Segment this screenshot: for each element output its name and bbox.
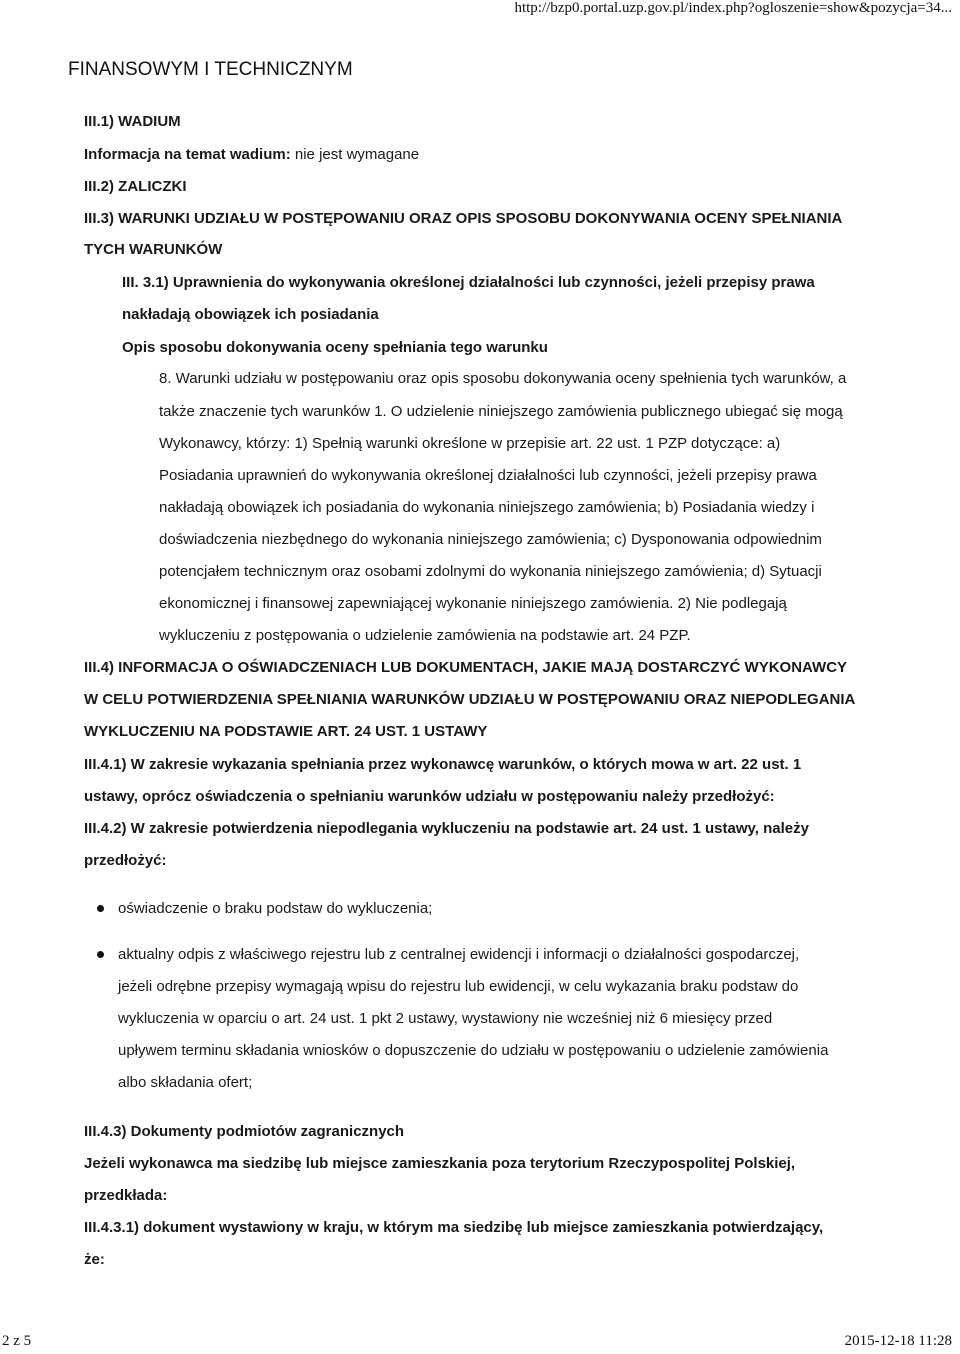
p441-line: III.4.1) W zakresie wykazania spełniania przez wykonawcę warunków, o których mowa w art. 22 ust. 1	[84, 756, 802, 773]
bullet-dot-icon	[97, 905, 104, 912]
opis-line: ekonomicznej i finansowej zapewniającej wykonanie niniejszego zamówienia. 2) Nie podlegają	[159, 595, 787, 612]
p442-line: przedłożyć:	[84, 852, 167, 869]
opis-line: 8. Warunki udziału w postępowaniu oraz opis sposobu dokonywania oceny spełnienia tych warunków, a	[159, 370, 847, 387]
opis-line: Posiadania uprawnień do wykonywania określonej działalności lub czynności, jeżeli przepisy prawa	[159, 467, 817, 484]
wadium-info	[84, 145, 419, 165]
opis-label: Opis sposobu dokonywania oceny spełniania tego warunku	[122, 339, 548, 356]
informacja-heading-line: WYKLUCZENIU NA PODSTAWIE ART. 24 UST. 1 USTAWY	[84, 723, 488, 740]
p443-text-line: przedkłada:	[84, 1187, 168, 1204]
p441-line: ustawy, oprócz oświadczenia o spełnianiu warunków udziału w postępowaniu należy przedłożyć:	[84, 788, 775, 805]
informacja-heading-line: III.4) INFORMACJA O OŚWIADCZENIACH LUB DOKUMENTACH, JAKIE MAJĄ DOSTARCZYĆ WYKONAWCY	[84, 659, 848, 676]
opis-line: Wykonawcy, którzy: 1) Spełnią warunki określone w przepisie art. 22 ust. 1 PZP dotyczące: a)	[159, 435, 781, 452]
bullet-dot-icon	[97, 951, 104, 958]
p4431-line: III.4.3.1) dokument wystawiony w kraju, w którym ma siedzibę lub miejsce zamieszkania potwierdzający,	[84, 1219, 824, 1236]
bullet-item-line: oświadczenie o braku podstaw do wykluczenia;	[118, 900, 433, 917]
opis-line: doświadczenia niezbędnego do wykonania niniejszego zamówienia; c) Dysponowania odpowiednim	[159, 531, 822, 548]
print-datetime: 2015-12-18 11:28	[844, 1333, 952, 1349]
page-counter: 2 z 5	[2, 1333, 32, 1349]
bullet-item-line: wykluczenia w oparciu o art. 24 ust. 1 pkt 2 ustawy, wystawiony nie wcześniej niż 6 miesięcy przed	[118, 1010, 773, 1027]
uprawnienia-line2: nakładają obowiązek ich posiadania	[122, 306, 379, 323]
section-title: FINANSOWYM I TECHNICZNYM	[68, 59, 353, 80]
uprawnienia-line1: III. 3.1) Uprawnienia do wykonywania określonej działalności lub czynności, jeżeli przepisy prawa	[122, 274, 815, 291]
wadium-value: nie jest wymagane	[290, 146, 420, 163]
warunki-heading-line2: TYCH WARUNKÓW	[84, 241, 223, 258]
warunki-heading-line1: III.3) WARUNKI UDZIAŁU W POSTĘPOWANIU ORAZ OPIS SPOSOBU DOKONYWANIA OCENY SPEŁNIANIA	[84, 210, 843, 227]
bullet-item-line: albo składania ofert;	[118, 1074, 253, 1091]
zaliczki-heading: III.2) ZALICZKI	[84, 178, 187, 195]
bullet-item-line: jeżeli odrębne przepisy wymagają wpisu do rejestru lub ewidencji, w celu wykazania braku podstaw do	[118, 978, 799, 995]
bullet-item-line: aktualny odpis z właściwego rejestru lub z centralnej ewidencji i informacji o działalności gospodarczej,	[118, 946, 800, 963]
wadium-heading: III.1) WADIUM	[84, 113, 181, 130]
wadium-label: Informacja na temat wadium:	[84, 146, 291, 163]
p442-line: III.4.2) W zakresie potwierdzenia niepodlegania wykluczeniu na podstawie art. 24 ust. 1 ustawy, należy	[84, 820, 809, 837]
p443-text-line: Jeżeli wykonawca ma siedzibę lub miejsce zamieszkania poza terytorium Rzeczypospolitej Polskiej,	[84, 1155, 796, 1172]
opis-line: nakładają obowiązek ich posiadania do wykonania niniejszego zamówienia; b) Posiadania wiedzy i	[159, 499, 815, 516]
page-url: http://bzp0.portal.uzp.gov.pl/index.php?ogloszenie=show&pozycja=34...	[514, 0, 952, 16]
opis-line: potencjałem technicznym oraz osobami zdolnymi do wykonania niniejszego zamówienia; d) Sytuacji	[159, 563, 822, 580]
informacja-heading-line: W CELU POTWIERDZENIA SPEŁNIANIA WARUNKÓW UDZIAŁU W POSTĘPOWANIU ORAZ NIEPODLEGANIA	[84, 691, 856, 708]
bullet-item-line: upływem terminu składania wniosków o dopuszczenie do udziału w postępowaniu o udzielenie zamówienia	[118, 1042, 829, 1059]
p4431-line: że:	[84, 1251, 105, 1268]
opis-line: wykluczeniu z postępowania o udzielenie zamówienia na podstawie art. 24 PZP.	[159, 627, 691, 644]
p443-heading: III.4.3) Dokumenty podmiotów zagranicznych	[84, 1123, 405, 1140]
opis-line: także znaczenie tych warunków 1. O udzielenie niniejszego zamówienia publicznego ubiegać się mogą	[159, 403, 843, 420]
